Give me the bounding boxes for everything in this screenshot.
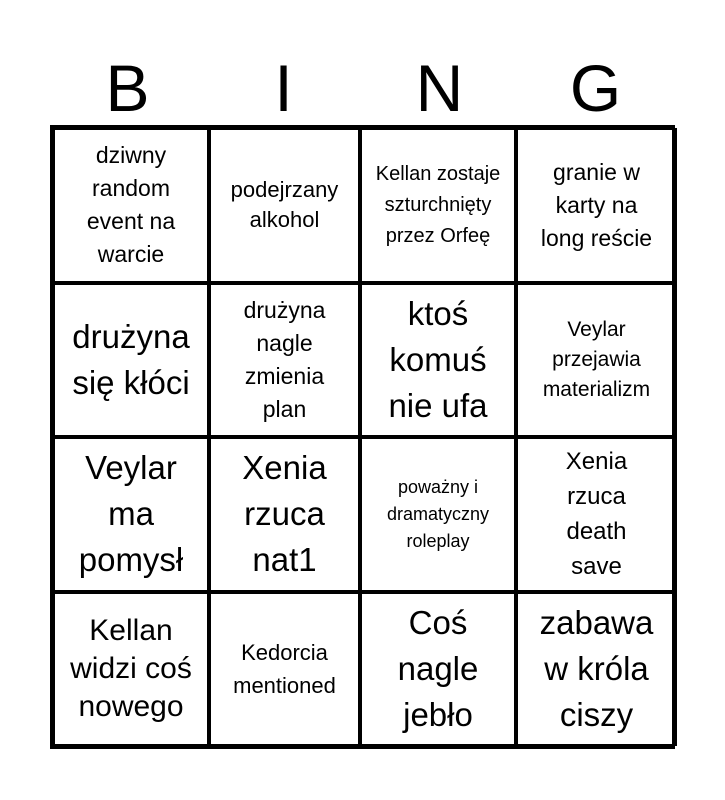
- bingo-cell[interactable]: [209, 283, 360, 438]
- bingo-cell[interactable]: [360, 128, 516, 283]
- bingo-cell-text: dziwny random event na warcie: [86, 142, 176, 268]
- bingo-board: [50, 125, 675, 749]
- bingo-cell[interactable]: [516, 592, 677, 747]
- bingo-cell[interactable]: [209, 128, 360, 283]
- bingo-cell[interactable]: [516, 283, 677, 438]
- bingo-cell[interactable]: [53, 437, 209, 592]
- bingo-cell[interactable]: [209, 592, 360, 747]
- bingo-cell-text: Xenia rzuca nat1: [242, 449, 327, 579]
- bingo-cell-text: poważny i dramatyczny roleplay: [386, 476, 490, 551]
- bingo-cell[interactable]: [360, 437, 516, 592]
- bingo-cell-text: ktoś komuś nie ufa: [388, 294, 488, 424]
- bingo-cell-text: granie w karty na long reście: [540, 158, 653, 251]
- bingo-cell-text: zabawa w króla ciszy: [539, 603, 654, 733]
- bingo-cell[interactable]: [360, 283, 516, 438]
- header-letter-n: N: [415, 51, 464, 125]
- bingo-cell-text: Kedorcia mentioned: [233, 639, 336, 698]
- bingo-cell-text: Xenia rzuca death save: [565, 448, 628, 581]
- bingo-cell-text: Kellan zostaje szturchnięty przez Orfeę: [375, 162, 501, 247]
- bingo-cell-text: podejrzany alkohol: [230, 177, 339, 233]
- bingo-cell-text: Veylar ma pomysł: [78, 449, 184, 579]
- bingo-cell-text: Coś nagle jebło: [397, 603, 479, 733]
- bingo-cell[interactable]: [516, 437, 677, 592]
- bingo-cell[interactable]: [53, 592, 209, 747]
- bingo-cell[interactable]: [516, 128, 677, 283]
- header-letter-b: B: [105, 51, 150, 125]
- header-letter-i: I: [274, 51, 293, 125]
- bingo-cell-text: Kellan widzi coś nowego: [70, 613, 192, 723]
- bingo-cell[interactable]: [53, 283, 209, 438]
- bingo-cell-text: drużyna nagle zmienia plan: [243, 296, 326, 422]
- bingo-header: [0, 52, 725, 124]
- bingo-cell[interactable]: [209, 437, 360, 592]
- bingo-cell-text: Veylar przejawia materializm: [542, 317, 651, 401]
- bingo-cell-text: drużyna się kłóci: [72, 317, 190, 401]
- bingo-cell[interactable]: [360, 592, 516, 747]
- header-letter-g: G: [569, 51, 622, 125]
- bingo-cell[interactable]: [53, 128, 209, 283]
